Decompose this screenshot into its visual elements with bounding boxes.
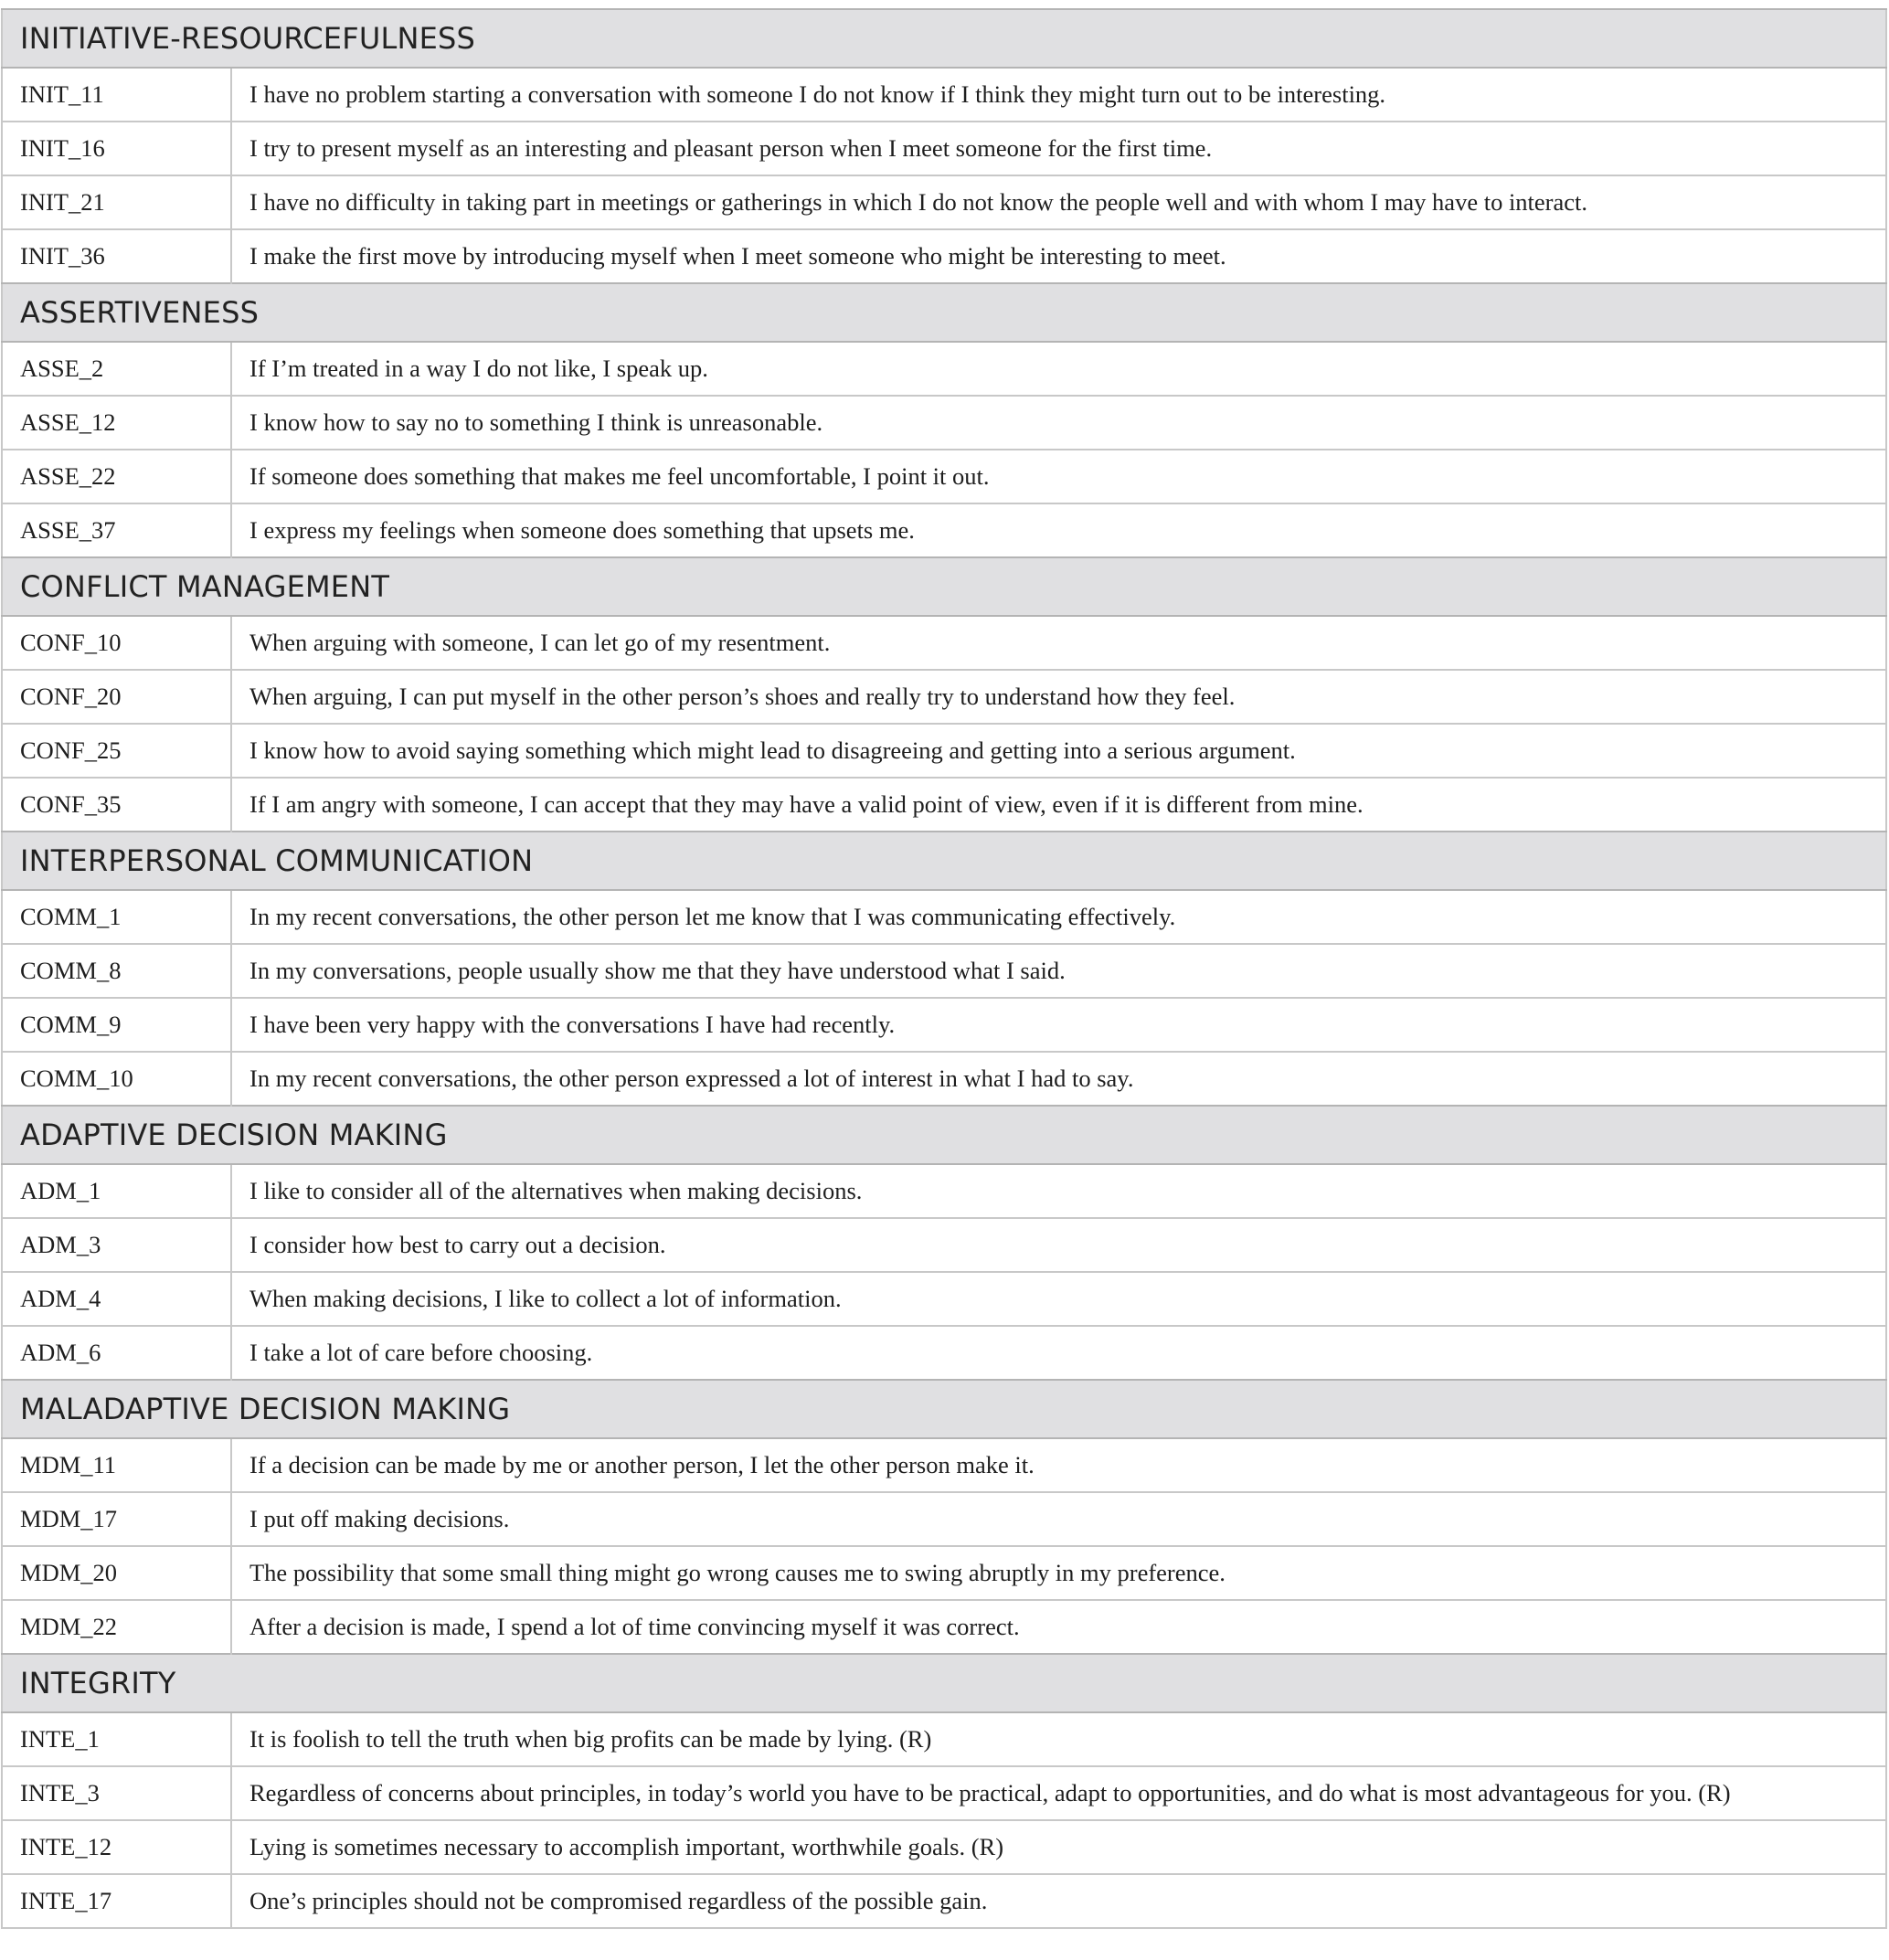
item-text: The possibility that some small thing might go wrong causes me to swing abruptly in my preference. — [231, 1546, 1886, 1600]
section-header-row — [2, 9, 1886, 68]
table-row — [2, 1326, 1886, 1380]
section-header-row — [2, 1380, 1886, 1438]
item-code: CONF_25 — [2, 724, 231, 778]
item-code: CONF_10 — [2, 616, 231, 670]
section-header-row — [2, 1106, 1886, 1164]
table-row — [2, 1820, 1886, 1874]
item-text: I try to present myself as an interesting and pleasant person when I meet someone for the first time. — [231, 122, 1886, 175]
item-text: In my recent conversations, the other person expressed a lot of interest in what I had to say. — [231, 1052, 1886, 1106]
item-text: In my conversations, people usually show me that they have understood what I said. — [231, 944, 1886, 998]
table-row — [2, 1874, 1886, 1928]
items-table-body — [2, 9, 1886, 1928]
section-header-row — [2, 1654, 1886, 1712]
item-text: When making decisions, I like to collect a lot of information. — [231, 1272, 1886, 1326]
table-row — [2, 1438, 1886, 1492]
item-code: ASSE_2 — [2, 342, 231, 396]
table-row — [2, 1766, 1886, 1820]
table-row — [2, 724, 1886, 778]
item-code: CONF_20 — [2, 670, 231, 724]
table-row — [2, 616, 1886, 670]
section-title: INITIATIVE-RESOURCEFULNESS — [2, 9, 1886, 68]
item-text: It is foolish to tell the truth when big profits can be made by lying. (R) — [231, 1712, 1886, 1766]
table-row — [2, 1272, 1886, 1326]
item-code: INIT_36 — [2, 229, 231, 283]
item-text: One’s principles should not be compromised regardless of the possible gain. — [231, 1874, 1886, 1928]
table-row — [2, 1546, 1886, 1600]
table-row — [2, 396, 1886, 450]
item-text: If I am angry with someone, I can accept that they may have a valid point of view, even if it is different from mine. — [231, 778, 1886, 832]
table-row — [2, 1164, 1886, 1218]
table-row — [2, 503, 1886, 557]
table-row — [2, 1712, 1886, 1766]
item-code: CONF_35 — [2, 778, 231, 832]
item-code: COMM_1 — [2, 890, 231, 944]
table-row — [2, 944, 1886, 998]
item-text: When arguing, I can put myself in the other person’s shoes and really try to understand how they feel. — [231, 670, 1886, 724]
section-title: INTEGRITY — [2, 1654, 1886, 1712]
item-text: I consider how best to carry out a decision. — [231, 1218, 1886, 1272]
item-code: INTE_12 — [2, 1820, 231, 1874]
item-code: COMM_9 — [2, 998, 231, 1052]
item-text: If I’m treated in a way I do not like, I speak up. — [231, 342, 1886, 396]
table-row — [2, 998, 1886, 1052]
table-row — [2, 175, 1886, 229]
table-row — [2, 450, 1886, 503]
table-row — [2, 342, 1886, 396]
item-text: When arguing with someone, I can let go of my resentment. — [231, 616, 1886, 670]
table-row — [2, 68, 1886, 122]
item-code: MDM_11 — [2, 1438, 231, 1492]
item-code: ASSE_12 — [2, 396, 231, 450]
item-code: ASSE_22 — [2, 450, 231, 503]
items-table — [1, 8, 1887, 1929]
item-text: I like to consider all of the alternatives when making decisions. — [231, 1164, 1886, 1218]
item-code: INIT_16 — [2, 122, 231, 175]
table-row — [2, 890, 1886, 944]
section-title: ADAPTIVE DECISION MAKING — [2, 1106, 1886, 1164]
table-row — [2, 778, 1886, 832]
item-text: I make the first move by introducing myself when I meet someone who might be interesting to meet. — [231, 229, 1886, 283]
table-row — [2, 1052, 1886, 1106]
item-code: ASSE_37 — [2, 503, 231, 557]
section-header-row — [2, 557, 1886, 616]
item-code: MDM_22 — [2, 1600, 231, 1654]
item-text: Regardless of concerns about principles, in today’s world you have to be practical, adapt to opportunities, and do what is most advantageous for you. (R) — [231, 1766, 1886, 1820]
item-code: INTE_3 — [2, 1766, 231, 1820]
item-code: ADM_4 — [2, 1272, 231, 1326]
table-row — [2, 122, 1886, 175]
item-text: I know how to avoid saying something which might lead to disagreeing and getting into a serious argument. — [231, 724, 1886, 778]
item-code: INIT_21 — [2, 175, 231, 229]
section-title: INTERPERSONAL COMMUNICATION — [2, 832, 1886, 890]
item-text: I have been very happy with the conversations I have had recently. — [231, 998, 1886, 1052]
item-code: INTE_1 — [2, 1712, 231, 1766]
table-row — [2, 1600, 1886, 1654]
item-code: MDM_20 — [2, 1546, 231, 1600]
table-row — [2, 670, 1886, 724]
table-row — [2, 1218, 1886, 1272]
item-text: I put off making decisions. — [231, 1492, 1886, 1546]
item-code: COMM_10 — [2, 1052, 231, 1106]
item-code: MDM_17 — [2, 1492, 231, 1546]
section-header-row — [2, 283, 1886, 342]
item-text: I know how to say no to something I think is unreasonable. — [231, 396, 1886, 450]
item-text: I express my feelings when someone does something that upsets me. — [231, 503, 1886, 557]
item-text: I take a lot of care before choosing. — [231, 1326, 1886, 1380]
item-code: ADM_1 — [2, 1164, 231, 1218]
section-title: CONFLICT MANAGEMENT — [2, 557, 1886, 616]
item-text: In my recent conversations, the other person let me know that I was communicating effectively. — [231, 890, 1886, 944]
item-code: ADM_3 — [2, 1218, 231, 1272]
section-title: ASSERTIVENESS — [2, 283, 1886, 342]
item-code: COMM_8 — [2, 944, 231, 998]
section-header-row — [2, 832, 1886, 890]
item-text: If someone does something that makes me feel uncomfortable, I point it out. — [231, 450, 1886, 503]
item-code: INIT_11 — [2, 68, 231, 122]
table-row — [2, 1492, 1886, 1546]
section-title: MALADAPTIVE DECISION MAKING — [2, 1380, 1886, 1438]
item-text: I have no difficulty in taking part in meetings or gatherings in which I do not know the people well and with whom I may have to interact. — [231, 175, 1886, 229]
table-row — [2, 229, 1886, 283]
item-text: After a decision is made, I spend a lot of time convincing myself it was correct. — [231, 1600, 1886, 1654]
item-text: I have no problem starting a conversation with someone I do not know if I think they might turn out to be interesting. — [231, 68, 1886, 122]
item-code: INTE_17 — [2, 1874, 231, 1928]
item-text: Lying is sometimes necessary to accomplish important, worthwhile goals. (R) — [231, 1820, 1886, 1874]
item-text: If a decision can be made by me or another person, I let the other person make it. — [231, 1438, 1886, 1492]
item-code: ADM_6 — [2, 1326, 231, 1380]
